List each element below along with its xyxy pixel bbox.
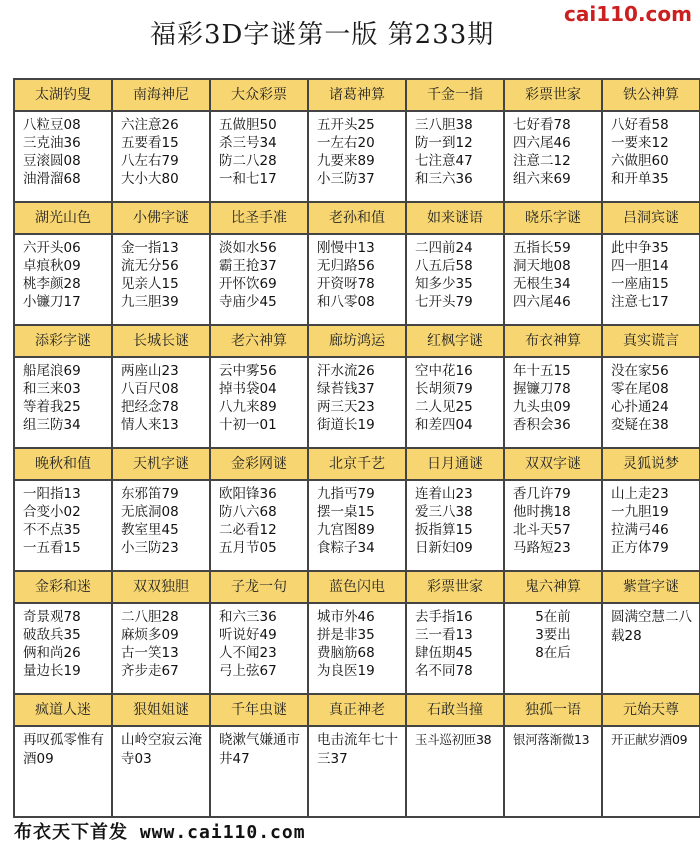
riddle-cell-title: 添彩字谜	[15, 326, 111, 358]
riddle-line: 防一到12	[415, 135, 473, 151]
riddle-line: 四六尾46	[513, 135, 571, 151]
riddle-line: 奇景观78	[23, 609, 81, 625]
riddle-line: 见亲人15	[121, 276, 179, 292]
riddle-cell	[113, 203, 211, 326]
riddle-cell	[15, 203, 113, 326]
riddle-line: 三一看13	[415, 627, 473, 643]
riddle-line: 和开单35	[611, 171, 669, 187]
riddle-line: 食粽子34	[317, 540, 375, 556]
riddle-line: 扳指算15	[415, 522, 473, 538]
riddle-line: 不不点35	[23, 522, 81, 538]
riddle-cell-body	[407, 358, 503, 434]
riddle-cell-body	[505, 235, 601, 311]
riddle-cell	[407, 326, 505, 449]
page-title: 福彩3D字谜第一版 第233期	[150, 20, 495, 50]
riddle-line: 一阳指13	[23, 486, 81, 502]
riddle-cell-title: 长城长谜	[113, 326, 209, 358]
riddle-cell	[113, 80, 211, 203]
riddle-cell-title: 金彩和迷	[15, 572, 111, 604]
riddle-line: 八百尺08	[121, 381, 179, 397]
riddle-line: 小镰刀17	[23, 294, 81, 310]
riddle-cell	[309, 80, 407, 203]
riddle-cell	[309, 695, 407, 818]
riddle-cell-body	[603, 727, 699, 749]
riddle-line: 年十五15	[513, 363, 571, 379]
riddle-cell	[113, 449, 211, 572]
riddle-cell-title: 彩票世家	[407, 572, 503, 604]
riddle-line: 注意二12	[513, 153, 571, 169]
riddle-line: 此中争35	[611, 240, 669, 256]
riddle-cell-body	[309, 112, 405, 188]
riddle-cell-body	[113, 358, 209, 434]
riddle-line: 大小大80	[121, 171, 179, 187]
riddle-line: 齐步走67	[121, 663, 179, 679]
riddle-cell-title: 诸葛神算	[309, 80, 405, 112]
riddle-cell-title: 双双独胆	[113, 572, 209, 604]
riddle-line: 5在前	[535, 609, 571, 625]
riddle-cell-title: 元始天尊	[603, 695, 699, 727]
riddle-cell-title: 湖光山色	[15, 203, 111, 235]
riddle-line: 和三来03	[23, 381, 81, 397]
riddle-line: 银河落渐微13	[513, 732, 590, 747]
riddle-line: 七开头79	[415, 294, 473, 310]
riddle-line: 五月节05	[219, 540, 277, 556]
riddle-line: 空中花16	[415, 363, 473, 379]
riddle-line: 山岭空寂云淹寺03	[121, 732, 202, 767]
riddle-line: 八粒豆08	[23, 117, 81, 133]
riddle-line: 六开头06	[23, 240, 81, 256]
riddle-line: 和三六36	[415, 171, 473, 187]
riddle-line: 日新妇09	[415, 540, 473, 556]
riddle-cell-body	[113, 235, 209, 311]
riddle-cell	[211, 572, 309, 695]
riddle-line: 桃李颜28	[23, 276, 81, 292]
riddle-cell-title: 红枫字谜	[407, 326, 503, 358]
riddle-line: 豆滚圆08	[23, 153, 81, 169]
riddle-line: 麻烦多09	[121, 627, 179, 643]
riddle-line: 零在尾08	[611, 381, 669, 397]
riddle-cell	[15, 572, 113, 695]
riddle-line: 摆一桌15	[317, 504, 375, 520]
riddle-line: 圆满空慧二八载28	[611, 609, 692, 644]
riddle-line: 组六来69	[513, 171, 571, 187]
riddle-line: 二必看12	[219, 522, 277, 538]
riddle-cell	[603, 326, 700, 449]
riddle-cell-body	[407, 235, 503, 311]
riddle-cell	[211, 449, 309, 572]
riddle-line: 量边长19	[23, 663, 81, 679]
riddle-line: 没在家56	[611, 363, 669, 379]
riddle-cell-title: 真实谎言	[603, 326, 699, 358]
riddle-cell	[505, 449, 603, 572]
riddle-cell	[113, 572, 211, 695]
riddle-line: 八五后58	[415, 258, 473, 274]
riddle-cell	[603, 203, 700, 326]
riddle-line: 再叹孤零惟有酒09	[23, 732, 104, 767]
riddle-line: 心扑通24	[611, 399, 669, 415]
riddle-line: 八左右79	[121, 153, 179, 169]
riddle-line: 八九来89	[219, 399, 277, 415]
riddle-line: 注意七17	[611, 294, 669, 310]
riddle-cell	[211, 326, 309, 449]
riddle-line: 七注意47	[415, 153, 473, 169]
riddle-line: 卓痕秋09	[23, 258, 81, 274]
riddle-cell-body	[603, 604, 699, 646]
riddle-line: 长胡须79	[415, 381, 473, 397]
riddle-cell-title: 金彩网谜	[211, 449, 307, 481]
brand-logo: cai110.com	[564, 2, 692, 26]
riddle-cell	[505, 326, 603, 449]
riddle-cell	[211, 203, 309, 326]
riddle-line: 正方体79	[611, 540, 669, 556]
riddle-line: 去手指16	[415, 609, 473, 625]
riddle-cell	[407, 572, 505, 695]
riddle-line: 二人见25	[415, 399, 473, 415]
riddle-cell-body	[603, 481, 699, 557]
riddle-line: 开正献岁酒09	[611, 732, 688, 747]
riddle-line: 五指长59	[513, 240, 571, 256]
riddle-line: 玉斗巡初匝38	[415, 732, 492, 747]
riddle-cell-body	[603, 112, 699, 188]
riddle-line: 金一指13	[121, 240, 179, 256]
riddle-line: 九宫图89	[317, 522, 375, 538]
riddle-cell-title: 天机字谜	[113, 449, 209, 481]
riddle-cell	[15, 449, 113, 572]
riddle-cell	[407, 203, 505, 326]
riddle-cell-body	[309, 727, 405, 769]
riddle-line: 二四前24	[415, 240, 473, 256]
riddle-line: 教室里45	[121, 522, 179, 538]
riddle-cell	[505, 572, 603, 695]
riddle-cell-title: 蓝色闪电	[309, 572, 405, 604]
riddle-line: 连着山23	[415, 486, 473, 502]
riddle-line: 马路短23	[513, 540, 571, 556]
riddle-line: 香积会36	[513, 417, 571, 433]
riddle-line: 一要来12	[611, 135, 669, 151]
riddle-line: 开资呀78	[317, 276, 375, 292]
riddle-line: 三克油36	[23, 135, 81, 151]
riddle-cell-body	[407, 727, 503, 749]
riddle-line: 油滑溜68	[23, 171, 81, 187]
riddle-line: 淡如水56	[219, 240, 277, 256]
riddle-grid	[13, 78, 700, 818]
riddle-cell-body	[505, 481, 601, 557]
riddle-line: 四一胆14	[611, 258, 669, 274]
riddle-cell-body	[15, 604, 111, 680]
riddle-cell-body	[211, 358, 307, 434]
riddle-line: 三八胆38	[415, 117, 473, 133]
riddle-cell-body	[407, 112, 503, 188]
riddle-cell	[15, 695, 113, 818]
riddle-cell-body	[211, 481, 307, 557]
riddle-line: 欧阳锋36	[219, 486, 277, 502]
riddle-line: 和差四04	[415, 417, 473, 433]
riddle-cell	[309, 203, 407, 326]
riddle-cell	[113, 326, 211, 449]
riddle-cell-body	[309, 235, 405, 311]
riddle-cell-body	[407, 604, 503, 680]
riddle-line: 爱三八38	[415, 504, 473, 520]
riddle-line: 和八零08	[317, 294, 375, 310]
riddle-line: 流无分56	[121, 258, 179, 274]
riddle-cell-title: 吕洞宾谜	[603, 203, 699, 235]
riddle-cell-body	[113, 481, 209, 557]
riddle-line: 合变小02	[23, 504, 81, 520]
riddle-line: 十初一01	[219, 417, 277, 433]
riddle-line: 八好看58	[611, 117, 669, 133]
riddle-cell	[309, 449, 407, 572]
riddle-line: 九指丐79	[317, 486, 375, 502]
riddle-line: 七好看78	[513, 117, 571, 133]
riddle-cell-body	[309, 604, 405, 680]
riddle-line: 九要来89	[317, 153, 375, 169]
riddle-cell-body	[15, 727, 111, 769]
riddle-line: 无根生34	[513, 276, 571, 292]
riddle-line: 街道长19	[317, 417, 375, 433]
riddle-line: 小三防23	[121, 540, 179, 556]
riddle-line: 两座山23	[121, 363, 179, 379]
riddle-cell	[15, 80, 113, 203]
riddle-cell-title: 双双字谜	[505, 449, 601, 481]
riddle-cell-title: 千年虫谜	[211, 695, 307, 727]
riddle-line: 寺庙少45	[219, 294, 277, 310]
riddle-cell-body	[15, 358, 111, 434]
riddle-line: 五开头25	[317, 117, 375, 133]
riddle-cell-body	[15, 235, 111, 311]
riddle-cell-body	[15, 112, 111, 188]
riddle-cell-body	[309, 481, 405, 557]
riddle-line: 握镰刀78	[513, 381, 571, 397]
riddle-line: 防二八28	[219, 153, 277, 169]
riddle-cell-title: 彩票世家	[505, 80, 601, 112]
riddle-cell-title: 狠姐姐谜	[113, 695, 209, 727]
riddle-cell-title: 布衣神算	[505, 326, 601, 358]
riddle-cell	[603, 695, 700, 818]
riddle-line: 知多少35	[415, 276, 473, 292]
riddle-line: 把经念78	[121, 399, 179, 415]
riddle-cell	[407, 449, 505, 572]
riddle-cell	[15, 326, 113, 449]
riddle-line: 九三胆39	[121, 294, 179, 310]
page-header	[0, 0, 700, 78]
riddle-cell-body	[211, 727, 307, 769]
riddle-cell-title: 北京千艺	[309, 449, 405, 481]
riddle-line: 名不同78	[415, 663, 473, 679]
riddle-cell	[407, 80, 505, 203]
riddle-line: 一左右20	[317, 135, 375, 151]
riddle-cell-body	[505, 358, 601, 434]
riddle-line: 两三天23	[317, 399, 375, 415]
riddle-line: 破敌兵35	[23, 627, 81, 643]
riddle-line: 弓上弦67	[219, 663, 277, 679]
riddle-line: 听说好49	[219, 627, 277, 643]
riddle-cell-title: 老六神算	[211, 326, 307, 358]
riddle-cell-title: 廊坊鸿运	[309, 326, 405, 358]
riddle-cell-title: 疯道人迷	[15, 695, 111, 727]
riddle-line: 汗水流26	[317, 363, 375, 379]
riddle-line: 东邪笛79	[121, 486, 179, 502]
riddle-line: 洞天地08	[513, 258, 571, 274]
riddle-line: 组三防34	[23, 417, 81, 433]
riddle-line: 无底洞08	[121, 504, 179, 520]
riddle-line: 掉书袋04	[219, 381, 277, 397]
riddle-line: 変疑在38	[611, 417, 669, 433]
riddle-cell	[505, 203, 603, 326]
riddle-cell	[211, 80, 309, 203]
riddle-cell	[407, 695, 505, 818]
riddle-line: 等着我25	[23, 399, 81, 415]
riddle-cell-body	[407, 481, 503, 557]
riddle-cell-title: 如来谜语	[407, 203, 503, 235]
riddle-cell-body	[113, 727, 209, 769]
riddle-cell-title: 日月通谜	[407, 449, 503, 481]
riddle-cell-title: 老孙和值	[309, 203, 405, 235]
riddle-line: 3要出	[535, 627, 571, 643]
riddle-cell-title: 晓乐字谜	[505, 203, 601, 235]
riddle-line: 拉满弓46	[611, 522, 669, 538]
riddle-cell	[505, 695, 603, 818]
riddle-cell	[603, 449, 700, 572]
riddle-cell-body	[15, 481, 111, 557]
riddle-line: 北斗天57	[513, 522, 571, 538]
riddle-line: 六做胆60	[611, 153, 669, 169]
riddle-cell	[603, 80, 700, 203]
riddle-line: 无归路56	[317, 258, 375, 274]
riddle-cell-body	[113, 112, 209, 188]
riddle-cell-body	[505, 727, 601, 749]
riddle-cell-title: 晚秋和值	[15, 449, 111, 481]
riddle-cell-title: 比圣手准	[211, 203, 307, 235]
riddle-cell-title: 千金一指	[407, 80, 503, 112]
riddle-line: 一五看15	[23, 540, 81, 556]
riddle-line: 晓漱气嫌通市井47	[219, 732, 300, 767]
riddle-line: 电击流年七十三37	[317, 732, 398, 767]
riddle-cell-title: 南海神尼	[113, 80, 209, 112]
riddle-cell	[603, 572, 700, 695]
riddle-cell-title: 石敢当撞	[407, 695, 503, 727]
riddle-cell-body	[113, 604, 209, 680]
riddle-cell-title: 大众彩票	[211, 80, 307, 112]
riddle-line: 二八胆28	[121, 609, 179, 625]
riddle-line: 拼是非35	[317, 627, 375, 643]
riddle-cell	[211, 695, 309, 818]
riddle-cell-body	[505, 604, 601, 662]
riddle-cell-title: 紫萱字谜	[603, 572, 699, 604]
riddle-line: 九头虫09	[513, 399, 571, 415]
riddle-line: 费脑筋68	[317, 645, 375, 661]
riddle-line: 香几许79	[513, 486, 571, 502]
riddle-line: 刚慢中13	[317, 240, 375, 256]
riddle-cell-body	[211, 112, 307, 188]
riddle-line: 杀三号34	[219, 135, 277, 151]
riddle-line: 五要看15	[121, 135, 179, 151]
riddle-line: 一九胆19	[611, 504, 669, 520]
riddle-line: 防八六68	[219, 504, 277, 520]
riddle-cell-body	[603, 358, 699, 434]
riddle-line: 俩和尚26	[23, 645, 81, 661]
riddle-cell-body	[603, 235, 699, 311]
riddle-line: 古一笑13	[121, 645, 179, 661]
riddle-line: 情人来13	[121, 417, 179, 433]
riddle-line: 和六三36	[219, 609, 277, 625]
riddle-cell-body	[309, 358, 405, 434]
footer-caption: 布衣天下首发 www.cai110.com	[14, 822, 306, 843]
riddle-line: 小三防37	[317, 171, 375, 187]
riddle-cell	[309, 572, 407, 695]
riddle-cell	[505, 80, 603, 203]
riddle-cell-title: 独孤一语	[505, 695, 601, 727]
riddle-cell-body	[211, 235, 307, 311]
riddle-cell-title: 鬼六神算	[505, 572, 601, 604]
riddle-line: 山上走23	[611, 486, 669, 502]
riddle-line: 他时携18	[513, 504, 571, 520]
riddle-line: 8在后	[535, 645, 571, 661]
riddle-cell-title: 小佛字谜	[113, 203, 209, 235]
riddle-cell-title: 真正神老	[309, 695, 405, 727]
riddle-line: 船尾浪69	[23, 363, 81, 379]
riddle-line: 四六尾46	[513, 294, 571, 310]
riddle-cell	[309, 326, 407, 449]
riddle-cell	[113, 695, 211, 818]
riddle-line: 人不闻23	[219, 645, 277, 661]
riddle-line: 开怀饮69	[219, 276, 277, 292]
riddle-cell-title: 子龙一句	[211, 572, 307, 604]
riddle-line: 云中雾56	[219, 363, 277, 379]
riddle-cell-title: 灵狐说梦	[603, 449, 699, 481]
riddle-line: 一和七17	[219, 171, 277, 187]
riddle-cell-title: 太湖钓叟	[15, 80, 111, 112]
riddle-line: 六注意26	[121, 117, 179, 133]
riddle-line: 城市外46	[317, 609, 375, 625]
riddle-line: 霸王抢37	[219, 258, 277, 274]
riddle-cell-body	[211, 604, 307, 680]
riddle-cell-title: 铁公神算	[603, 80, 699, 112]
riddle-line: 绿苔钱37	[317, 381, 375, 397]
riddle-line: 为良医19	[317, 663, 375, 679]
riddle-cell-body	[505, 112, 601, 188]
riddle-line: 五做胆50	[219, 117, 277, 133]
riddle-line: 一座庙15	[611, 276, 669, 292]
riddle-line: 肆伍期45	[415, 645, 473, 661]
